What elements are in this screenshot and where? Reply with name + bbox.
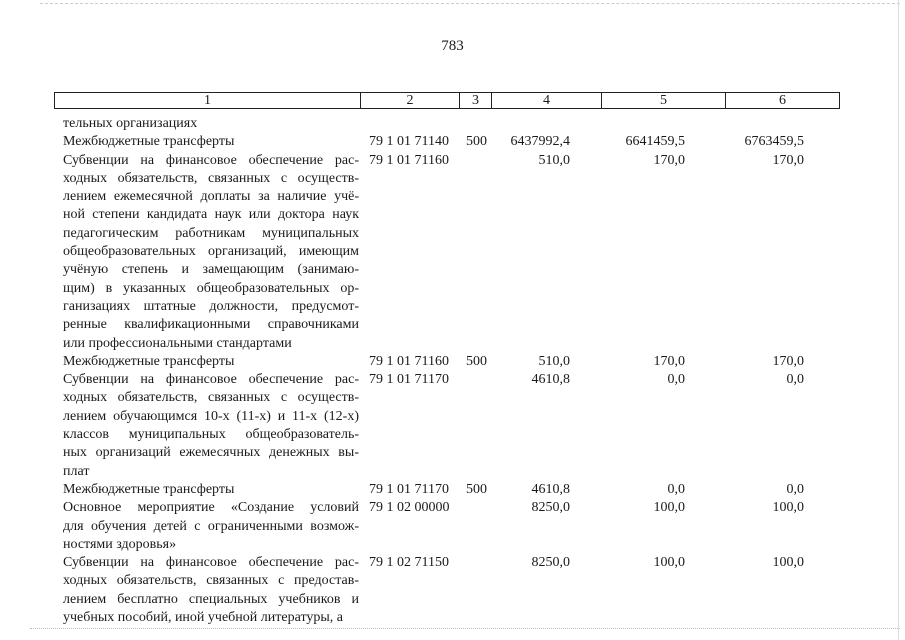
- row-name-line: для обучения детей с ограниченными возмож-: [63, 518, 359, 534]
- row-name: [63, 499, 359, 554]
- row-name-line: ной степени кандидата наук или доктора наук: [63, 207, 359, 223]
- row-value-col5: 100,0: [653, 500, 685, 516]
- scan-edge-right: [898, 0, 899, 640]
- row-name-line: Субвенции на финансовое обеспечение рас-: [63, 152, 359, 168]
- row-code: 79 1 01 71160: [369, 152, 449, 168]
- row-value-col5: 0,0: [667, 482, 685, 497]
- header-col-4: 4: [492, 93, 602, 108]
- row-name-line: плат: [63, 463, 90, 479]
- row-value-col5: 170,0: [653, 152, 685, 168]
- row-type: 500: [466, 353, 487, 369]
- row-value-col6: 170,0: [772, 353, 804, 369]
- row-name-line: учёную степень и замещающим (занимаю-: [63, 262, 359, 278]
- row-name-line: ренные квалификационными справочниками: [63, 317, 359, 333]
- row-value-col4: 510,0: [538, 152, 570, 168]
- row-name-line: лением обучающимся 10-х (11-х) и 11-х (12-х): [63, 408, 359, 424]
- row-value-col4: 8250,0: [531, 555, 570, 571]
- row-name-line: общеобразовательных организаций, имеющим: [63, 244, 359, 260]
- row-code: 79 1 01 71170: [369, 372, 449, 388]
- row-name: [63, 554, 359, 627]
- header-col-6: 6: [779, 93, 786, 108]
- row-type: 500: [466, 134, 487, 150]
- row-value-col5: 170,0: [653, 353, 685, 369]
- row-value-col4: 8250,0: [531, 500, 570, 516]
- row-type: 500: [466, 482, 487, 497]
- row-name-line: Межбюджетные трансферты: [63, 353, 235, 369]
- header-col-2: 2: [361, 93, 460, 108]
- row-value-col5: 0,0: [667, 372, 685, 388]
- row-code: 79 1 01 71170: [369, 482, 449, 497]
- row-name-line: щим) в указанных общеобразовательных ор-: [63, 280, 359, 296]
- row-value-col5: 100,0: [653, 555, 685, 571]
- row-value-col6: 6763459,5: [744, 134, 804, 150]
- row-value-col6: 100,0: [772, 500, 804, 516]
- header-col-5: 5: [602, 93, 726, 108]
- row-value-col5: 6641459,5: [625, 134, 685, 150]
- row-name-line: ходных обязательств, связанных с предостав-: [63, 573, 359, 589]
- row-name-line: Субвенции на финансовое обеспечение рас-: [63, 372, 359, 388]
- row-name-line: Основное мероприятие «Создание условий: [63, 500, 359, 516]
- row-value-col6: 0,0: [786, 482, 804, 497]
- row-value-col4: 4610,8: [531, 482, 570, 497]
- row-name-line: тельных организациях: [63, 116, 198, 131]
- row-value-col4: 4610,8: [531, 372, 570, 388]
- row-name-line: ностями здоровья»: [63, 536, 177, 552]
- row-name-line: ных организаций ежемесячных денежных вы-: [63, 445, 359, 461]
- row-value-col6: 0,0: [786, 372, 804, 388]
- row-name: [63, 481, 359, 499]
- row-name-line: Субвенции на финансовое обеспечение рас-: [63, 555, 359, 571]
- row-name: [63, 115, 359, 133]
- row-code: 79 1 02 71150: [369, 555, 449, 571]
- row-name-line: учебных пособий, иной учебной литературы, а: [63, 610, 343, 626]
- row-name-line: ганизациях штатные должности, предусмот-: [63, 298, 359, 314]
- row-code: 79 1 01 71140: [369, 134, 449, 150]
- row-code: 79 1 02 00000: [369, 500, 450, 516]
- row-name: [63, 133, 359, 151]
- row-value-col4: 510,0: [538, 353, 570, 369]
- row-name-line: Межбюджетные трансферты: [63, 134, 235, 150]
- row-name-line: лением ежемесячной доплаты за наличие учё-: [63, 189, 359, 205]
- page-number: 783: [441, 38, 464, 54]
- row-name-line: ходных обязательств, связанных с осуществ-: [63, 170, 359, 186]
- table-header: [54, 92, 840, 109]
- header-col-3: 3: [460, 93, 492, 108]
- row-name-line: ходных обязательств, связанных с осуществ-: [63, 390, 359, 406]
- header-col-1: 1: [55, 93, 361, 108]
- row-name-line: Межбюджетные трансферты: [63, 482, 235, 497]
- row-name: [63, 353, 359, 371]
- row-code: 79 1 01 71160: [369, 353, 449, 369]
- row-value-col6: 170,0: [772, 152, 804, 168]
- row-name-line: классов муниципальных общеобразователь-: [63, 427, 359, 443]
- row-value-col4: 6437992,4: [510, 134, 570, 150]
- scan-edge-bottom: [30, 628, 900, 629]
- row-value-col6: 100,0: [772, 555, 804, 571]
- row-name-line: или профессиональными стандартами: [63, 335, 292, 351]
- scan-edge-top: [40, 3, 900, 4]
- row-name: [63, 371, 359, 481]
- row-name-line: лением бесплатно специальных учебников и: [63, 591, 359, 607]
- row-name: [63, 152, 359, 353]
- row-name-line: педагогическим работникам муниципальных: [63, 225, 359, 241]
